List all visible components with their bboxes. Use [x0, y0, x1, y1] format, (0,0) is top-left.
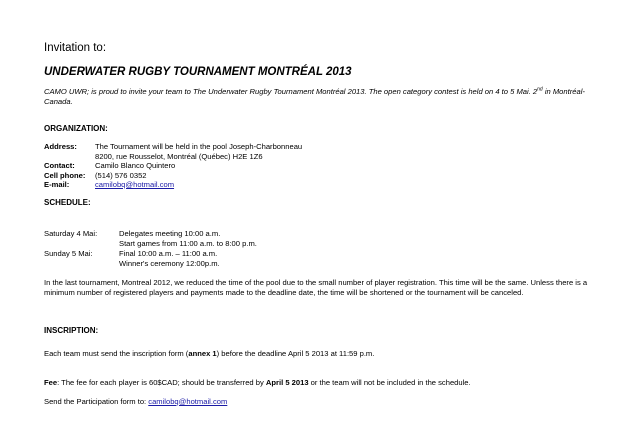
fee-text-b: or the team will not be included in the schedule.: [308, 378, 471, 387]
contact-label: Contact:: [44, 161, 75, 170]
address-line2: 8200, rue Rousselot, Montréal (Québec) H2E 1Z6: [95, 152, 263, 161]
form-annex: annex 1: [188, 349, 217, 358]
email-link[interactable]: camilobq@hotmail.com: [95, 180, 175, 189]
contact-value: Camilo Blanco Quintero: [95, 161, 176, 170]
invite-text-b: in Montréal-Canada.: [44, 87, 585, 106]
sunday-line1: Final 10:00 a.m. – 11:00 a.m.: [119, 249, 218, 258]
inscription-heading: INSCRIPTION:: [44, 326, 99, 335]
document-title: UNDERWATER RUGBY TOURNAMENT MONTRÉAL 2013: [44, 66, 352, 78]
organization-heading: ORGANIZATION:: [44, 124, 108, 133]
fee-deadline: April 5 2013: [265, 378, 309, 387]
phone-value: (514) 576 0352: [95, 171, 147, 180]
phone-label: Cell phone:: [44, 171, 86, 180]
send-form-text: [44, 397, 227, 406]
send-email-link[interactable]: camilobq@hotmail.com: [148, 397, 228, 406]
address-line1: The Tournament will be held in the pool Joseph-Charbonneau: [95, 142, 303, 151]
schedule-note: In the last tournament, Montreal 2012, we reduced the time of the pool due to the small number of player registration. This time will be the same. Unless there is a minimum number of registered players and payments made to the deadline date, the time will be shortened or the tournament will be canceled.: [44, 278, 588, 297]
invite-paragraph: [44, 87, 589, 106]
form-text-a: Each team must send the inscription form (: [44, 349, 189, 358]
fee-text-a: : The fee for each player is 60$CAD; should be transferred by: [57, 378, 266, 387]
schedule-heading: SCHEDULE:: [44, 198, 91, 207]
fee-text: [44, 378, 471, 387]
form-text-b: ) before the deadline April 5 2013 at 11:59 p.m.: [216, 349, 375, 358]
saturday-label: Saturday 4 Mai:: [44, 229, 98, 238]
saturday-line1: Delegates meeting 10:00 a.m.: [119, 229, 221, 238]
sunday-line2: Winner's ceremony 12:00p.m.: [119, 259, 220, 268]
email-label: E-mail:: [44, 180, 70, 189]
intro-text: Invitation to:: [44, 42, 107, 54]
invite-text-a: CAMO UWR; is proud to invite your team to The Underwater Rugby Tournament Montréal 2013. The open category contest is held on 4 to 5 Mai. 2: [44, 87, 538, 96]
invite-superscript: nd: [537, 86, 543, 93]
inscription-form-text: [44, 349, 374, 358]
sunday-label: Sunday 5 Mai:: [44, 249, 93, 258]
address-label: Address:: [44, 142, 77, 151]
saturday-line2: Start games from 11:00 a.m. to 8:00 p.m.: [119, 239, 257, 248]
send-text: Send the Participation form to:: [44, 397, 149, 406]
fee-label: Fee: [44, 378, 58, 387]
